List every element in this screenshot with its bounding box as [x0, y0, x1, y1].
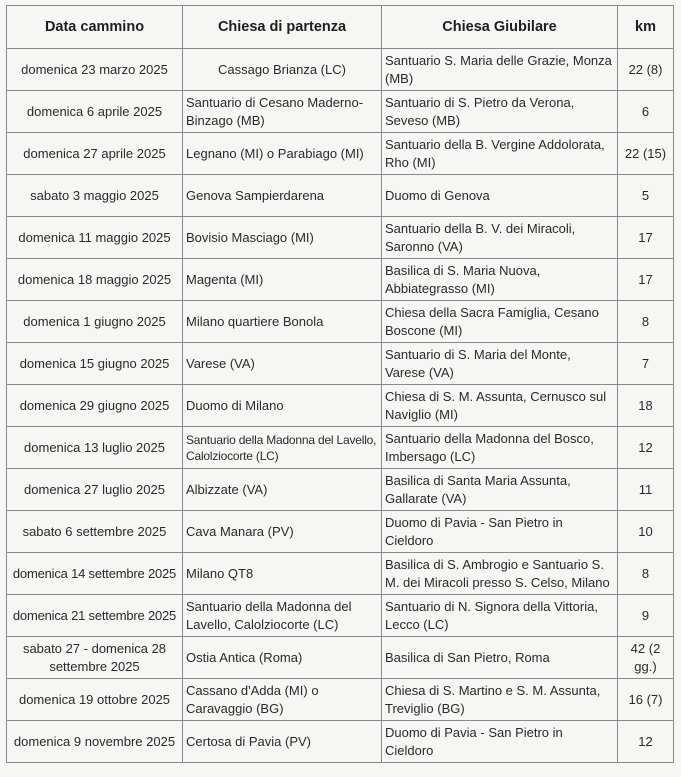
- date-cell: domenica 9 novembre 2025: [7, 721, 183, 763]
- date-cell: domenica 13 luglio 2025: [7, 427, 183, 469]
- date-cell: domenica 19 ottobre 2025: [7, 679, 183, 721]
- header-date: Data cammino: [7, 6, 183, 49]
- table-row: [7, 133, 674, 175]
- start-church-cell: Milano QT8: [183, 553, 382, 595]
- date-cell: domenica 18 maggio 2025: [7, 259, 183, 301]
- start-church-cell: Milano quartiere Bonola: [183, 301, 382, 343]
- date-cell: domenica 27 aprile 2025: [7, 133, 183, 175]
- km-cell: 11: [618, 469, 674, 511]
- start-church-cell: Ostia Antica (Roma): [183, 637, 382, 679]
- header-jubilee-church: Chiesa Giubilare: [382, 6, 618, 49]
- jubilee-church-cell: Duomo di Genova: [382, 175, 618, 217]
- date-cell: domenica 21 settembre 2025: [7, 595, 183, 637]
- km-cell: 8: [618, 553, 674, 595]
- start-church-cell: Cassago Brianza (LC): [183, 49, 382, 91]
- start-church-cell: Legnano (MI) o Parabiago (MI): [183, 133, 382, 175]
- start-church-cell: Santuario della Madonna del Lavello, Calolziocorte (LC): [183, 427, 382, 469]
- jubilee-church-cell: Santuario della B. V. dei Miracoli, Saronno (VA): [382, 217, 618, 259]
- start-church-cell: Cava Manara (PV): [183, 511, 382, 553]
- date-cell: domenica 1 giugno 2025: [7, 301, 183, 343]
- table-row: [7, 511, 674, 553]
- km-cell: 22 (8): [618, 49, 674, 91]
- table-row: [7, 637, 674, 679]
- start-church-cell: Magenta (MI): [183, 259, 382, 301]
- table-header: [7, 6, 674, 49]
- km-cell: 16 (7): [618, 679, 674, 721]
- km-cell: 10: [618, 511, 674, 553]
- table-row: [7, 91, 674, 133]
- table-row: [7, 217, 674, 259]
- date-cell: domenica 23 marzo 2025: [7, 49, 183, 91]
- date-cell: sabato 27 - domenica 28 settembre 2025: [7, 637, 183, 679]
- jubilee-church-cell: Basilica di S. Maria Nuova, Abbiategrasso (MI): [382, 259, 618, 301]
- start-church-cell: Cassano d'Adda (MI) o Caravaggio (BG): [183, 679, 382, 721]
- table-row: [7, 259, 674, 301]
- km-cell: 42 (2 gg.): [618, 637, 674, 679]
- jubilee-church-cell: Santuario della B. Vergine Addolorata, Rho (MI): [382, 133, 618, 175]
- date-cell: domenica 27 luglio 2025: [7, 469, 183, 511]
- start-church-cell: Santuario di Cesano Maderno-Binzago (MB): [183, 91, 382, 133]
- jubilee-church-cell: Santuario di S. Pietro da Verona, Seveso (MB): [382, 91, 618, 133]
- start-church-cell: Bovisio Masciago (MI): [183, 217, 382, 259]
- date-cell: domenica 6 aprile 2025: [7, 91, 183, 133]
- table-row: [7, 175, 674, 217]
- start-church-cell: Genova Sampierdarena: [183, 175, 382, 217]
- date-cell: domenica 15 giugno 2025: [7, 343, 183, 385]
- start-church-cell: Certosa di Pavia (PV): [183, 721, 382, 763]
- jubilee-church-cell: Basilica di S. Ambrogio e Santuario S. M. dei Miracoli presso S. Celso, Milano: [382, 553, 618, 595]
- table-row: [7, 553, 674, 595]
- km-cell: 22 (15): [618, 133, 674, 175]
- table-row: [7, 679, 674, 721]
- jubilee-church-cell: Chiesa di S. Martino e S. M. Assunta, Treviglio (BG): [382, 679, 618, 721]
- header-start-church: Chiesa di partenza: [183, 6, 382, 49]
- jubilee-church-cell: Duomo di Pavia - San Pietro in Cieldoro: [382, 511, 618, 553]
- km-cell: 7: [618, 343, 674, 385]
- km-cell: 18: [618, 385, 674, 427]
- jubilee-church-cell: Santuario della Madonna del Bosco, Imbersago (LC): [382, 427, 618, 469]
- jubilee-church-cell: Basilica di San Pietro, Roma: [382, 637, 618, 679]
- start-church-cell: Albizzate (VA): [183, 469, 382, 511]
- jubilee-church-cell: Chiesa della Sacra Famiglia, Cesano Boscone (MI): [382, 301, 618, 343]
- km-cell: 17: [618, 259, 674, 301]
- km-cell: 6: [618, 91, 674, 133]
- pilgrimage-schedule-table: [6, 5, 674, 763]
- jubilee-church-cell: Santuario S. Maria delle Grazie, Monza (MB): [382, 49, 618, 91]
- table-row: [7, 343, 674, 385]
- date-cell: sabato 6 settembre 2025: [7, 511, 183, 553]
- date-cell: domenica 11 maggio 2025: [7, 217, 183, 259]
- jubilee-church-cell: Basilica di Santa Maria Assunta, Gallarate (VA): [382, 469, 618, 511]
- jubilee-church-cell: Duomo di Pavia - San Pietro in Cieldoro: [382, 721, 618, 763]
- km-cell: 12: [618, 721, 674, 763]
- jubilee-church-cell: Chiesa di S. M. Assunta, Cernusco sul Naviglio (MI): [382, 385, 618, 427]
- start-church-cell: Duomo di Milano: [183, 385, 382, 427]
- header-row: [7, 6, 674, 49]
- date-cell: domenica 14 settembre 2025: [7, 553, 183, 595]
- table-row: [7, 301, 674, 343]
- table-row: [7, 469, 674, 511]
- km-cell: 17: [618, 217, 674, 259]
- km-cell: 5: [618, 175, 674, 217]
- table-row: [7, 385, 674, 427]
- start-church-cell: Varese (VA): [183, 343, 382, 385]
- km-cell: 8: [618, 301, 674, 343]
- table-row: [7, 427, 674, 469]
- date-cell: sabato 3 maggio 2025: [7, 175, 183, 217]
- start-church-cell: Santuario della Madonna del Lavello, Calolziocorte (LC): [183, 595, 382, 637]
- jubilee-church-cell: Santuario di N. Signora della Vittoria, Lecco (LC): [382, 595, 618, 637]
- km-cell: 12: [618, 427, 674, 469]
- table-row: [7, 49, 674, 91]
- header-km: km: [618, 6, 674, 49]
- jubilee-church-cell: Santuario di S. Maria del Monte, Varese (VA): [382, 343, 618, 385]
- table-row: [7, 595, 674, 637]
- km-cell: 9: [618, 595, 674, 637]
- table-row: [7, 721, 674, 763]
- table-body: [7, 49, 674, 763]
- date-cell: domenica 29 giugno 2025: [7, 385, 183, 427]
